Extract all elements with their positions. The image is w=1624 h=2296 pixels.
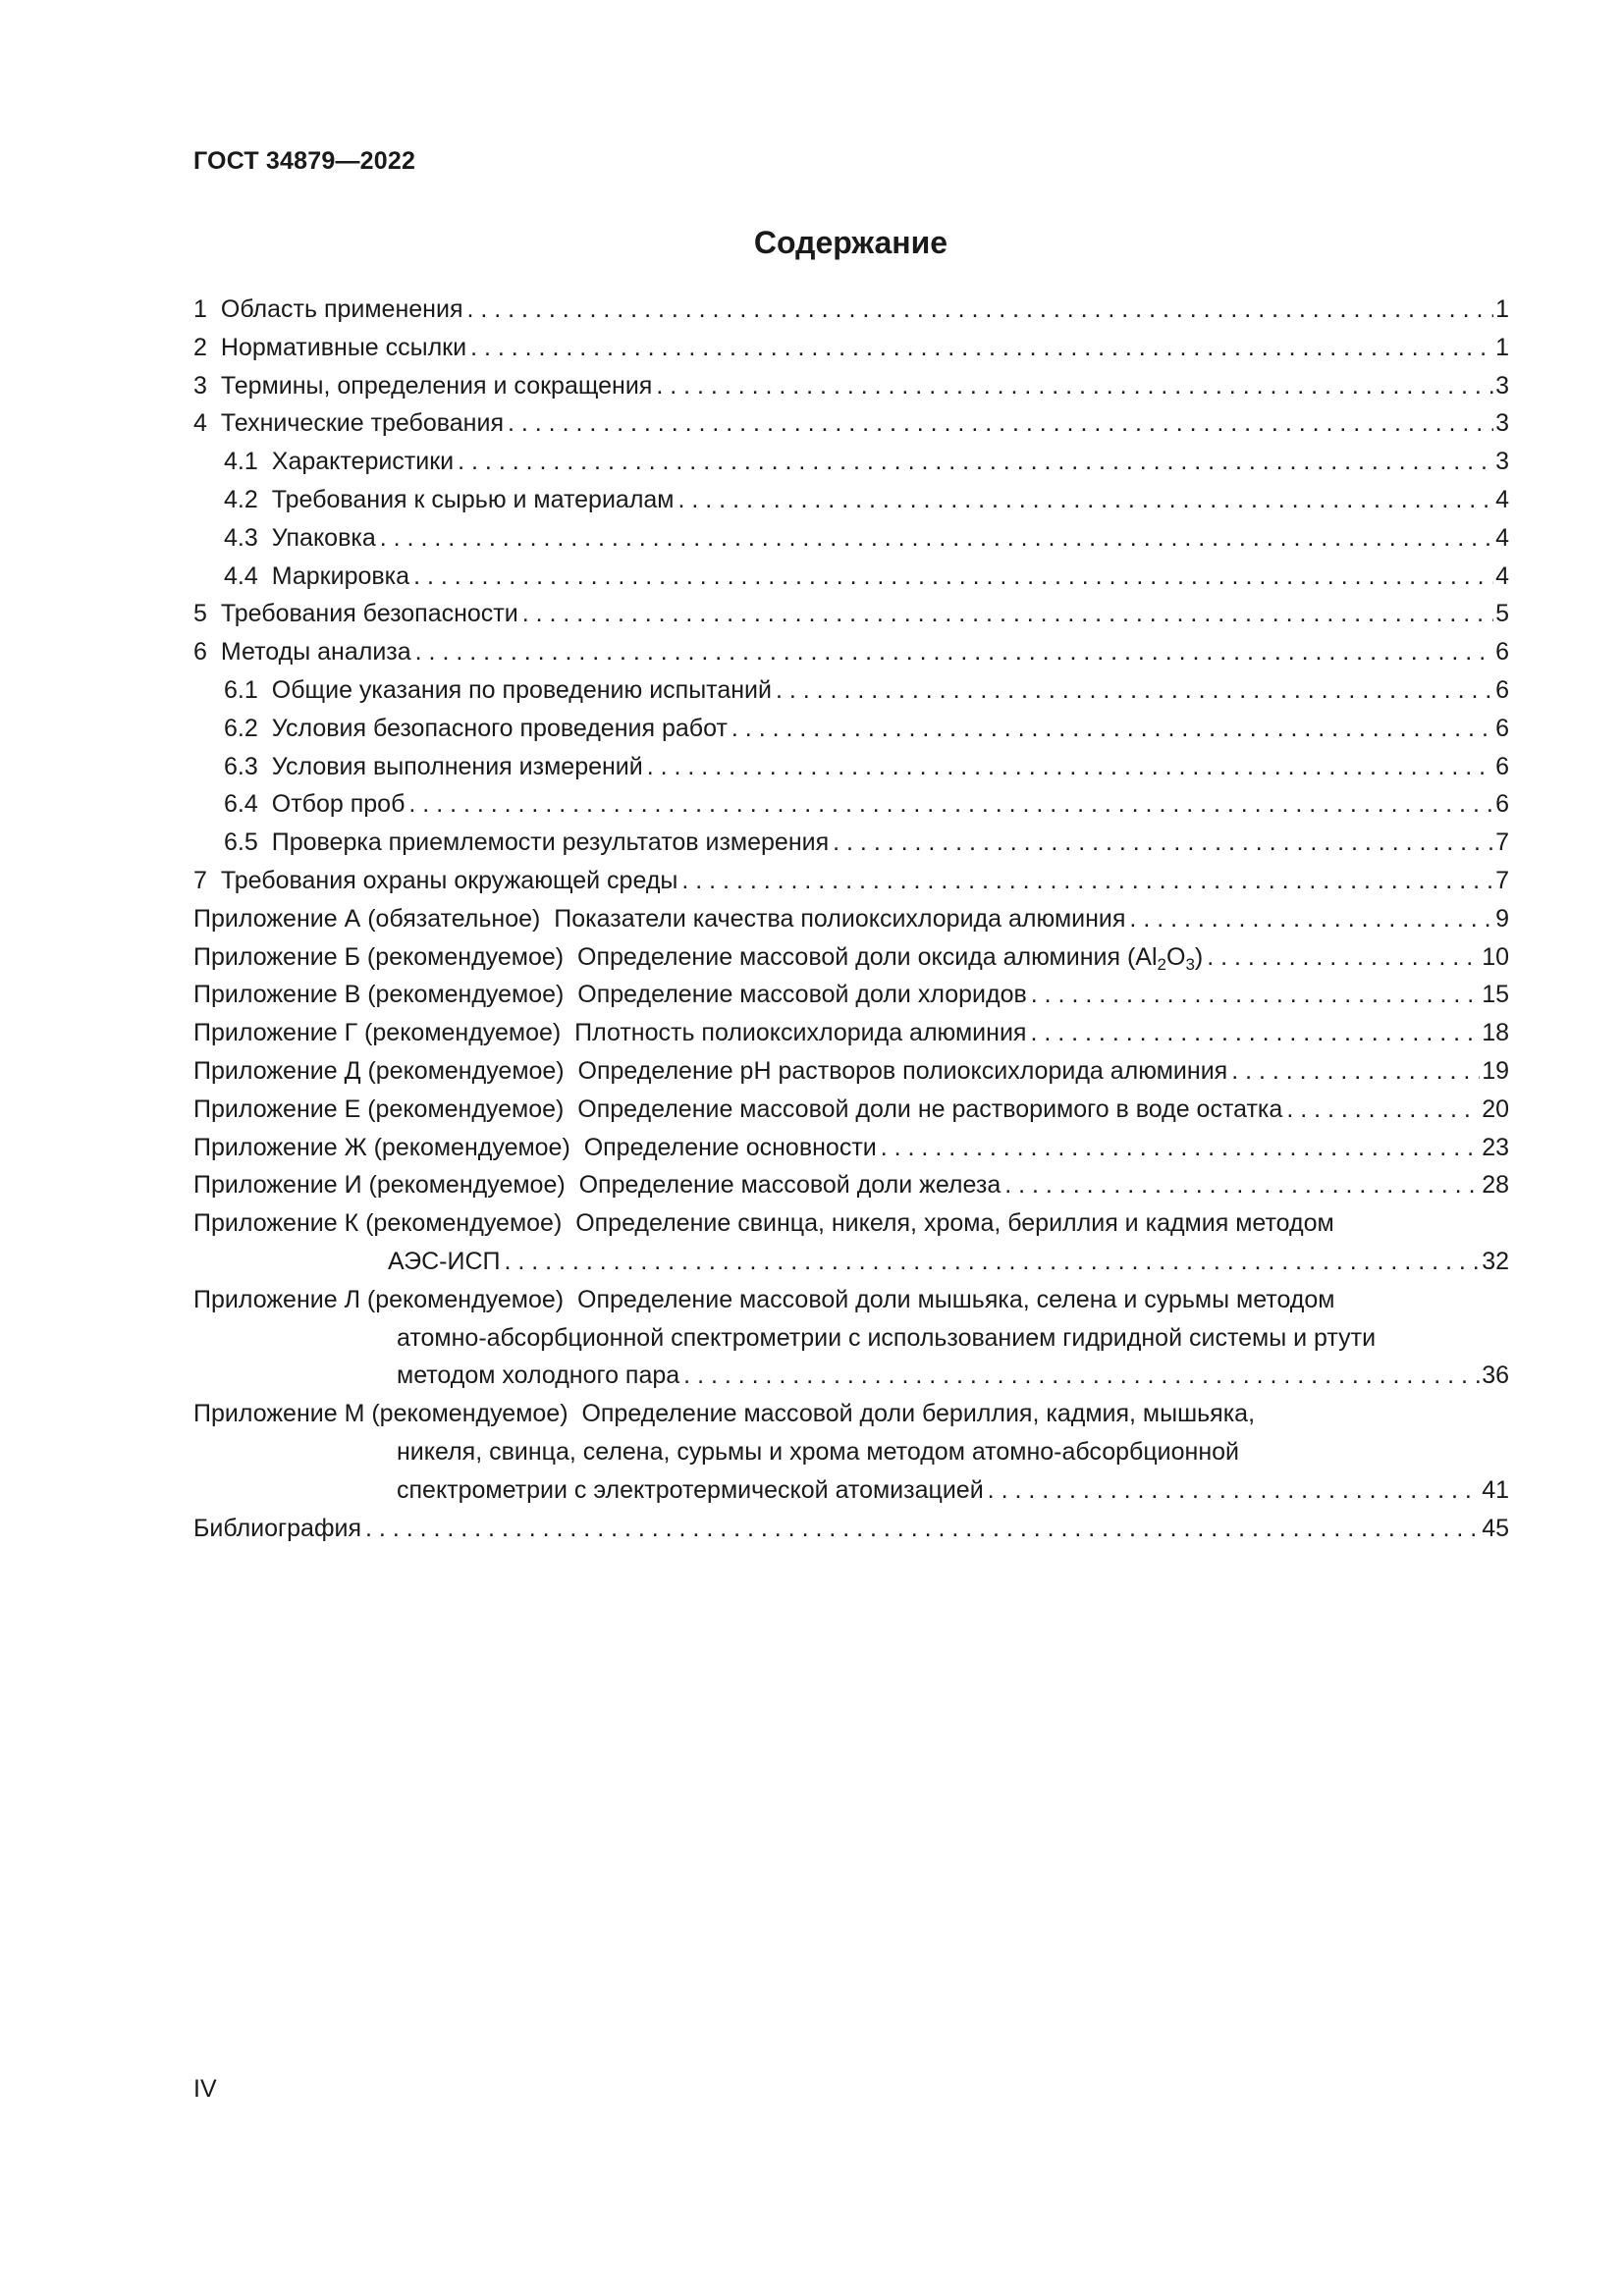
toc-entry-page: 4 bbox=[1495, 485, 1509, 513]
toc-entry-title: Отбор проб bbox=[271, 790, 406, 819]
formula-part: ) bbox=[1194, 942, 1204, 971]
dot-leader bbox=[415, 633, 1493, 671]
toc-entry[interactable] bbox=[193, 595, 1509, 633]
toc-entry-title: Условия выполнения измерений bbox=[271, 752, 643, 780]
dot-leader bbox=[380, 519, 1493, 558]
toc-entry-page: 6 bbox=[1495, 638, 1509, 667]
toc-title: Содержание bbox=[753, 225, 948, 260]
toc-subentry[interactable] bbox=[193, 558, 1509, 596]
toc-entry-number: 6.3 bbox=[224, 752, 258, 780]
toc-entry-page: 6 bbox=[1495, 675, 1509, 704]
toc-entry-number: 6.1 bbox=[224, 675, 258, 704]
toc-entry-page: 1 bbox=[1495, 333, 1509, 361]
appendix-title-continuation: методом холодного пара bbox=[397, 1362, 680, 1390]
dot-leader bbox=[413, 558, 1493, 596]
toc-entry-page: 7 bbox=[1495, 828, 1509, 857]
dot-leader bbox=[1004, 1166, 1480, 1204]
toc-entry-number: 4.2 bbox=[224, 485, 258, 513]
toc-appendix-k[interactable] bbox=[193, 1204, 1509, 1281]
appendix-label: Приложение Г (рекомендуемое) bbox=[193, 1019, 562, 1047]
toc-entry-number: 6.2 bbox=[224, 714, 258, 742]
toc-appendix-a[interactable] bbox=[193, 900, 1509, 938]
appendix-title: Плотность полиоксихлорида алюминия bbox=[574, 1019, 1027, 1047]
toc-entry-page: 6 bbox=[1495, 714, 1509, 742]
toc-subentry[interactable] bbox=[193, 671, 1509, 710]
formula-subscript: 3 bbox=[1185, 954, 1195, 974]
toc-entry[interactable] bbox=[193, 367, 1509, 405]
toc-entry-page: 3 bbox=[1495, 371, 1509, 400]
dot-leader bbox=[988, 1471, 1481, 1510]
toc-entry-page: 3 bbox=[1495, 448, 1509, 476]
appendix-label: Приложение К (рекомендуемое) bbox=[193, 1209, 563, 1238]
toc-entry-page: 36 bbox=[1482, 1362, 1509, 1390]
dot-leader bbox=[776, 671, 1493, 710]
toc-entry-page: 6 bbox=[1495, 752, 1509, 780]
appendix-title: Определение свинца, никеля, хрома, бериллия и кадмия методом bbox=[575, 1209, 1334, 1238]
dot-leader bbox=[731, 710, 1493, 748]
toc-entry-number: 5 bbox=[193, 600, 207, 628]
formula-subscript: 2 bbox=[1157, 954, 1166, 974]
toc-entry-title: Требования безопасности bbox=[220, 600, 518, 628]
dot-leader bbox=[470, 329, 1493, 367]
toc-subentry[interactable] bbox=[193, 481, 1509, 519]
toc-entry[interactable] bbox=[193, 329, 1509, 367]
toc-entry-page: 41 bbox=[1482, 1475, 1509, 1504]
toc-appendix-v[interactable] bbox=[193, 976, 1509, 1014]
toc-entry-title: Требования охраны окружающей среды bbox=[220, 866, 678, 894]
toc-entry-title: Общие указания по проведению испытаний bbox=[271, 675, 772, 704]
toc-entry-title: Термины, определения и сокращения bbox=[220, 371, 653, 400]
toc-entry-number: 6.5 bbox=[224, 828, 258, 857]
appendix-title: Определение основности bbox=[583, 1133, 877, 1161]
toc-entry-page: 4 bbox=[1495, 561, 1509, 590]
dot-leader bbox=[1031, 976, 1480, 1014]
dot-leader bbox=[678, 481, 1494, 519]
toc-entry-page: 5 bbox=[1495, 600, 1509, 628]
toc-entry[interactable] bbox=[193, 404, 1509, 443]
toc-entry[interactable] bbox=[193, 291, 1509, 329]
dot-leader bbox=[466, 291, 1493, 329]
toc-entry-number: 6 bbox=[193, 638, 207, 667]
toc-appendix-b[interactable] bbox=[193, 938, 1509, 977]
appendix-title-continuation: никеля, свинца, селена, сурьмы и хрома методом атомно-абсорбционной bbox=[397, 1437, 1239, 1466]
toc-entry-number: 4.3 bbox=[224, 523, 258, 552]
appendix-title: Определение pH растворов полиоксихлорида алюминия bbox=[577, 1056, 1228, 1085]
appendix-title-continuation: атомно-абсорбционной спектрометрии с использованием гидридной системы и ртути bbox=[397, 1323, 1377, 1352]
toc-entry-page: 1 bbox=[1495, 295, 1509, 323]
toc-entry-number: 3 bbox=[193, 371, 207, 400]
toc-entry-title: Упаковка bbox=[271, 523, 376, 552]
toc-appendix-g[interactable] bbox=[193, 1014, 1509, 1052]
toc-entry-page: 18 bbox=[1482, 1019, 1509, 1047]
toc-appendix-zh[interactable] bbox=[193, 1129, 1509, 1167]
toc-entry-number: 6.4 bbox=[224, 790, 258, 819]
toc-entry-number: 2 bbox=[193, 333, 207, 361]
dot-leader bbox=[365, 1510, 1480, 1548]
dot-leader bbox=[881, 1129, 1480, 1167]
toc-entry-page: 3 bbox=[1495, 409, 1509, 438]
toc-entry-title: Требования к сырью и материалам bbox=[271, 485, 675, 513]
dot-leader bbox=[683, 1357, 1480, 1395]
toc-subentry[interactable] bbox=[193, 785, 1509, 824]
toc-entry-number: 7 bbox=[193, 866, 207, 894]
toc-subentry[interactable] bbox=[193, 443, 1509, 481]
toc-entry-number: 1 bbox=[193, 295, 207, 323]
dot-leader bbox=[647, 748, 1493, 786]
dot-leader bbox=[1207, 938, 1480, 977]
appendix-title: Определение массовой доли бериллия, кадмия, мышьяка, bbox=[581, 1400, 1256, 1428]
toc-entry-page: 6 bbox=[1495, 790, 1509, 819]
dot-leader bbox=[681, 862, 1493, 900]
dot-leader bbox=[508, 404, 1493, 443]
toc-subentry[interactable] bbox=[193, 519, 1509, 558]
toc-entry-page: 15 bbox=[1482, 981, 1509, 1009]
dot-leader bbox=[833, 824, 1493, 862]
appendix-label: Приложение М (рекомендуемое) bbox=[193, 1400, 568, 1428]
dot-leader bbox=[408, 785, 1493, 824]
toc-entry-number: 4.1 bbox=[224, 448, 258, 476]
toc-appendix-i[interactable] bbox=[193, 1166, 1509, 1204]
appendix-label: Приложение Ж (рекомендуемое) bbox=[193, 1133, 570, 1161]
appendix-title-continuation: спектрометрии с электротермической атомизацией bbox=[397, 1475, 984, 1504]
document-code: ГОСТ 34879—2022 bbox=[193, 147, 416, 175]
dot-leader bbox=[1231, 1052, 1480, 1091]
appendix-title-continuation: АЭС-ИСП bbox=[388, 1247, 501, 1275]
toc-entry-title: Маркировка bbox=[271, 561, 410, 590]
toc-entry-title: Условия безопасного проведения работ bbox=[271, 714, 728, 742]
appendix-title: Определение массовой доли железа bbox=[578, 1171, 1001, 1200]
dot-leader bbox=[504, 1243, 1480, 1281]
toc-entry-title: Методы анализа bbox=[220, 638, 411, 667]
toc-entry-page: 32 bbox=[1482, 1247, 1509, 1275]
toc-entry-title: Технические требования bbox=[220, 409, 504, 438]
toc-appendix-l[interactable] bbox=[193, 1281, 1509, 1395]
appendix-title: Определение массовой доли оксида алюминия (Al bbox=[577, 942, 1158, 971]
appendix-title: Определение массовой доли мышьяка, селена и сурьмы методом bbox=[577, 1285, 1335, 1313]
toc-entry-title: Проверка приемлемости результатов измерения bbox=[271, 828, 830, 857]
toc-subentry[interactable] bbox=[193, 748, 1509, 786]
toc-entry-title: Библиография bbox=[193, 1514, 362, 1542]
toc-appendix-d[interactable] bbox=[193, 1052, 1509, 1091]
toc-entry-page: 19 bbox=[1482, 1056, 1509, 1085]
toc-entry-title: Область применения bbox=[220, 295, 463, 323]
appendix-label: Приложение Д (рекомендуемое) bbox=[193, 1056, 565, 1085]
toc-entry-page: 10 bbox=[1482, 942, 1509, 971]
toc-entry-page: 28 bbox=[1482, 1171, 1509, 1200]
appendix-title: Показатели качества полиоксихлорида алюминия bbox=[554, 904, 1126, 933]
toc-entry-page: 23 bbox=[1482, 1133, 1509, 1161]
appendix-label: Приложение В (рекомендуемое) bbox=[193, 981, 565, 1009]
toc-subentry[interactable] bbox=[193, 710, 1509, 748]
dot-leader bbox=[458, 443, 1493, 481]
toc-entry-number: 4.4 bbox=[224, 561, 258, 590]
toc-entry-title: Нормативные ссылки bbox=[220, 333, 467, 361]
dot-leader bbox=[1286, 1091, 1480, 1129]
dot-leader bbox=[522, 595, 1493, 633]
toc-entry-page: 7 bbox=[1495, 866, 1509, 894]
dot-leader bbox=[1030, 1014, 1480, 1052]
toc-entry[interactable] bbox=[193, 862, 1509, 900]
appendix-label: Приложение И (рекомендуемое) bbox=[193, 1171, 566, 1200]
table-of-contents bbox=[193, 291, 1509, 1547]
appendix-title: Определение массовой доли хлоридов bbox=[577, 981, 1027, 1009]
toc-appendix-e[interactable] bbox=[193, 1091, 1509, 1129]
appendix-label: Приложение Е (рекомендуемое) bbox=[193, 1095, 565, 1123]
toc-entry-number: 4 bbox=[193, 409, 207, 438]
toc-subentry[interactable] bbox=[193, 824, 1509, 862]
toc-entry-title: Характеристики bbox=[271, 448, 455, 476]
appendix-label: Приложение Б (рекомендуемое) bbox=[193, 942, 565, 971]
appendix-title: Определение массовой доли не растворимого в воде остатка bbox=[577, 1095, 1283, 1123]
formula-part: O bbox=[1166, 942, 1186, 971]
toc-bibliography[interactable] bbox=[193, 1510, 1509, 1548]
page-number: IV bbox=[193, 2075, 217, 2103]
toc-entry-page: 4 bbox=[1495, 523, 1509, 552]
appendix-label: Приложение Л (рекомендуемое) bbox=[193, 1285, 565, 1313]
dot-leader bbox=[656, 367, 1493, 405]
toc-entry-page: 20 bbox=[1482, 1095, 1509, 1123]
toc-entry-page: 45 bbox=[1482, 1514, 1509, 1542]
dot-leader bbox=[1129, 900, 1493, 938]
appendix-label: Приложение А (обязательное) bbox=[193, 904, 541, 933]
toc-entry[interactable] bbox=[193, 633, 1509, 671]
toc-appendix-m[interactable] bbox=[193, 1395, 1509, 1509]
toc-entry-page: 9 bbox=[1495, 904, 1509, 933]
